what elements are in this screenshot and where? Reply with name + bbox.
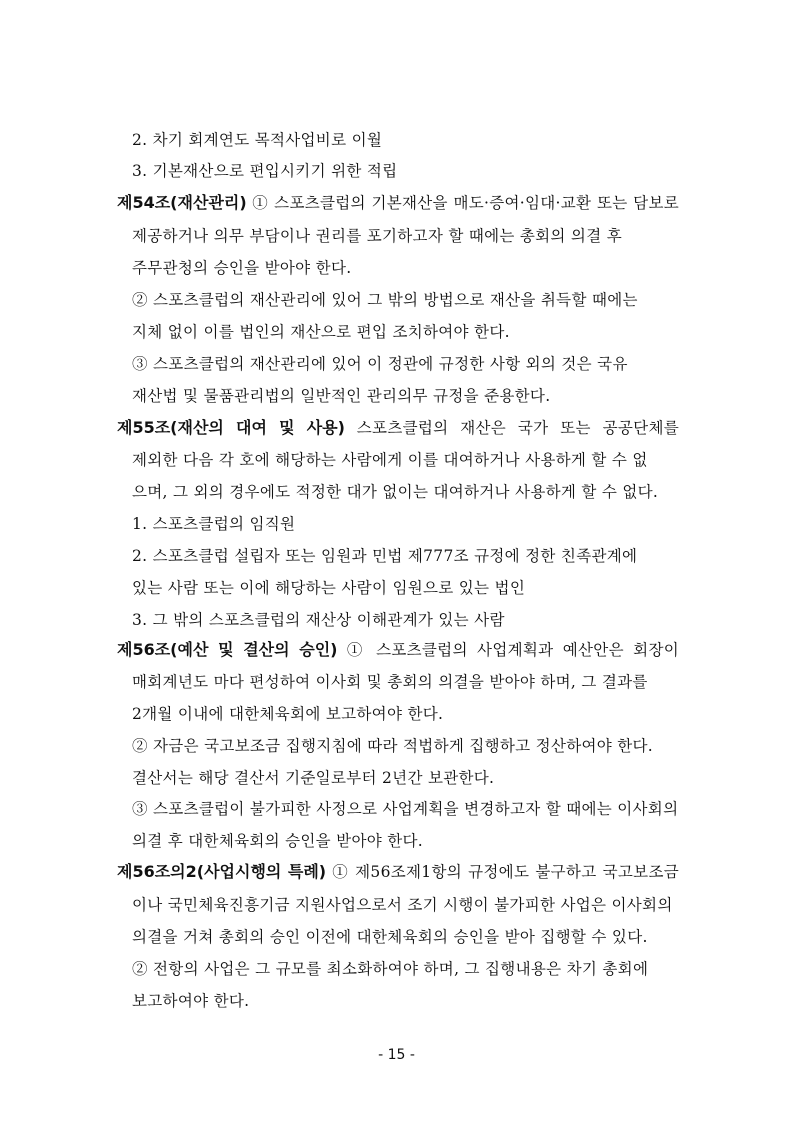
art56-heading: 제56조(예산 및 결산의 승인) bbox=[117, 640, 338, 659]
art55-line-1 bbox=[117, 418, 679, 438]
art56-p3-l1: ③ 스포츠클럽이 불가피한 사정으로 사업계획을 변경하고자 할 때에는 이사회의 bbox=[132, 800, 679, 818]
art54-p1-l3: 주무관청의 승인을 받아야 한다. bbox=[132, 259, 352, 277]
art54-p2-l2: 지체 없이 이를 법인의 재산으로 편입 조치하여야 한다. bbox=[132, 323, 510, 341]
art56-2-heading: 제56조의2(사업시행의 특례) bbox=[117, 862, 327, 881]
art56-p1-l3: 2개월 이내에 대한체육회에 보고하여야 한다. bbox=[132, 705, 444, 723]
art55-l2: 제외한 다음 각 호에 해당하는 사람에게 이를 대여하거나 사용하게 할 수 없 bbox=[132, 451, 648, 469]
art55-item-3: 3. 그 밖의 스포츠클럽의 재산상 이해관계가 있는 사람 bbox=[132, 611, 505, 629]
art56-p1-l1: ① 스포츠클럽의 사업계획과 예산안은 회장이 bbox=[346, 641, 680, 659]
art53-item-2: 2. 차기 회계연도 목적사업비로 이월 bbox=[132, 131, 383, 149]
art56-p1-l2: 매회계년도 마다 편성하여 이사회 및 총회의 의결을 받아야 하며, 그 결과를 bbox=[132, 673, 648, 691]
art55-l1: 스포츠클럽의 재산은 국가 또는 공공단체를 bbox=[356, 419, 679, 437]
art55-heading: 제55조(재산의 대여 및 사용) bbox=[117, 418, 345, 437]
art56-2-p1-l1: ① 제56조제1항의 규정에도 불구하고 국고보조금 bbox=[332, 863, 680, 881]
art54-p1-l2: 제공하거나 의무 부담이나 권리를 포기하고자 할 때에는 총회의 의결 후 bbox=[132, 227, 622, 245]
art55-l3: 으며, 그 외의 경우에도 적정한 대가 없이는 대여하거나 사용하게 할 수 없다. bbox=[132, 483, 659, 501]
art53-item-3: 3. 기본재산으로 편입시키기 위한 적립 bbox=[132, 162, 398, 180]
art56-2-p1-l2: 이나 국민체육진흥기금 지원사업으로서 조기 시행이 불가피한 사업은 이사회의 bbox=[132, 896, 673, 914]
art54-heading: 제54조(재산관리) bbox=[117, 193, 247, 212]
art56-2-line-1 bbox=[117, 862, 679, 882]
art55-item-2-l1: 2. 스포츠클럽 설립자 또는 임원과 민법 제777조 규정에 정한 친족관계에 bbox=[132, 547, 638, 565]
art55-item-2-l2: 있는 사람 또는 이에 해당하는 사람이 임원으로 있는 법인 bbox=[132, 579, 526, 597]
art56-p2-l1: ② 자금은 국고보조금 집행지침에 따라 적법하게 집행하고 정산하여야 한다. bbox=[132, 737, 654, 755]
art54-p3-l2: 재산법 및 물품관리법의 일반적인 관리의무 규정을 준용한다. bbox=[132, 387, 551, 405]
art56-2-p2-l1: ② 전항의 사업은 그 규모를 최소화하여야 하며, 그 집행내용은 차기 총회에 bbox=[132, 960, 649, 978]
art56-p3-l2: 의결 후 대한체육회의 승인을 받아야 한다. bbox=[132, 832, 424, 850]
art54-line-1 bbox=[117, 193, 679, 213]
art54-p1-l1: ① 스포츠클럽의 기본재산을 매도·증여·임대·교환 또는 담보로 bbox=[252, 194, 679, 212]
art55-item-1: 1. 스포츠클럽의 임직원 bbox=[132, 515, 296, 533]
art56-p2-l2: 결산서는 해당 결산서 기준일로부터 2년간 보관한다. bbox=[132, 769, 495, 787]
art56-2-p2-l2: 보고하여야 한다. bbox=[132, 992, 250, 1010]
art56-2-p1-l3: 의결을 거쳐 총회의 승인 이전에 대한체육회의 승인을 받아 집행할 수 있다. bbox=[132, 928, 648, 946]
art54-p2-l1: ② 스포츠클럽의 재산관리에 있어 그 밖의 방법으로 재산을 취득할 때에는 bbox=[132, 291, 638, 309]
art56-line-1 bbox=[117, 640, 679, 660]
art54-p3-l1: ③ 스포츠클럽의 재산관리에 있어 이 정관에 규정한 사항 외의 것은 국유 bbox=[132, 355, 628, 373]
page-number: - 15 - bbox=[378, 1047, 415, 1063]
